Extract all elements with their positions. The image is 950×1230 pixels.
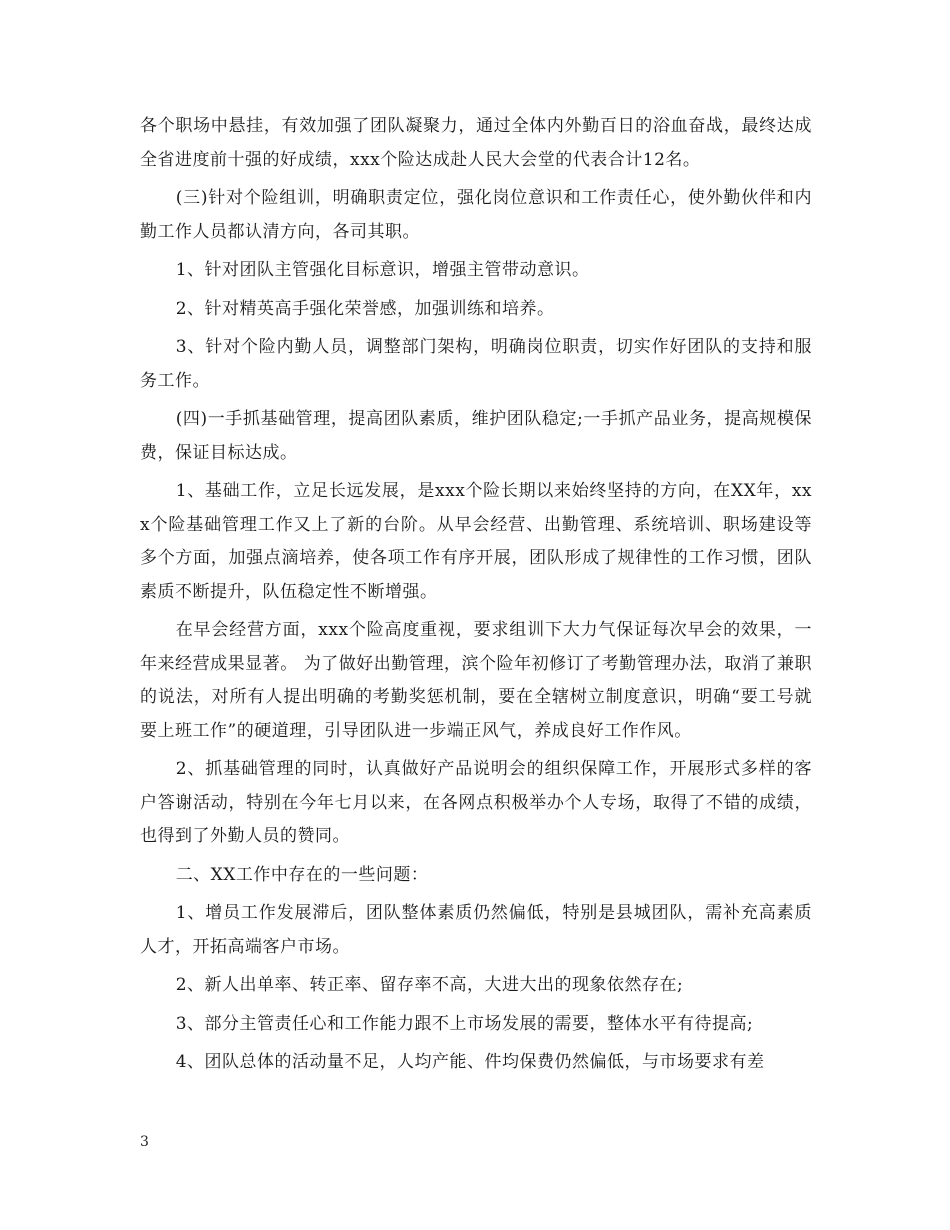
page-number: 3 [140,1134,149,1150]
paragraph-14: 4、团队总体的活动量不足，人均产能、件均保费仍然偏低，与市场要求有差 [175,1052,765,1072]
paragraph-2: (三)针对个险组训，明确职责定位，强化岗位意识和工作责任心，使外勤伙伴和内勤工作人员都认清方向，各司其职。 [140,188,812,242]
paragraph-12: 2、新人出单率、转正率、留存率不高，大进大出的现象依然存在; [175,975,684,995]
paragraph-6: (四)一手抓基础管理，提高团队素质，维护团队稳定;一手抓产品业务，提高规模保费，保证目标达成。 [140,409,812,463]
paragraph-10: 二、XX工作中存在的一些问题： [175,864,429,885]
paragraph-1: 各个职场中悬挂，有效加强了团队凝聚力，通过全体内外勤百日的浴血奋战，最终达成全省进度前十强的好成绩，xxx个险达成赴人民大会堂的代表合计12名。 [140,116,812,170]
paragraph-4: 2、针对精英高手强化荣誉感，加强训练和培养。 [175,298,555,319]
paragraph-11: 1、增员工作发展滞后，团队整体素质仍然偏低，特别是县城团队，需补充高素质人才，开拓高端客户市场。 [140,903,812,957]
paragraph-9: 2、抓基础管理的同时，认真做好产品说明会的组织保障工作，开展形式多样的客户答谢活动，特别在今年七月以来，在各网点积极举办个人专场，取得了不错的成绩，也得到了外勤人员的赞同。 [140,759,812,846]
paragraph-13: 3、部分主管责任心和工作能力跟不上市场发展的需要，整体水平有待提高; [175,1013,754,1034]
paragraph-3: 1、针对团队主管强化目标意识，增强主管带动意识。 [175,260,590,280]
document-body [140,110,812,1085]
paragraph-8: 在早会经营方面，xxx个险高度重视，要求组训下大力气保证每次早会的效果，一年来经营成果显著。 为了做好出勤管理，滨个险年初修订了考勤管理办法，取消了兼职的说法，对所有人提出明确的考勤奖惩机制，要在全辖树立制度意识，明确“要工号就要上班工作”的硬道理，引导团队进一步端正风气，养成良好工作作风。 [140,620,812,741]
paragraph-7: 1、基础工作，立足长远发展，是xxx个险长期以来始终坚持的方向，在XX年，xxx个险基础管理工作又上了新的台阶。从早会经营、出勤管理、系统培训、职场建设等多个方面，加强点滴培养，使各项工作有序开展，团队形成了规律性的工作习惯，团队素质不断提升，队伍稳定性不断增强。 [140,481,812,602]
paragraph-5: 3、针对个险内勤人员，调整部门架构，明确岗位职责，切实作好团队的支持和服务工作。 [140,337,812,391]
